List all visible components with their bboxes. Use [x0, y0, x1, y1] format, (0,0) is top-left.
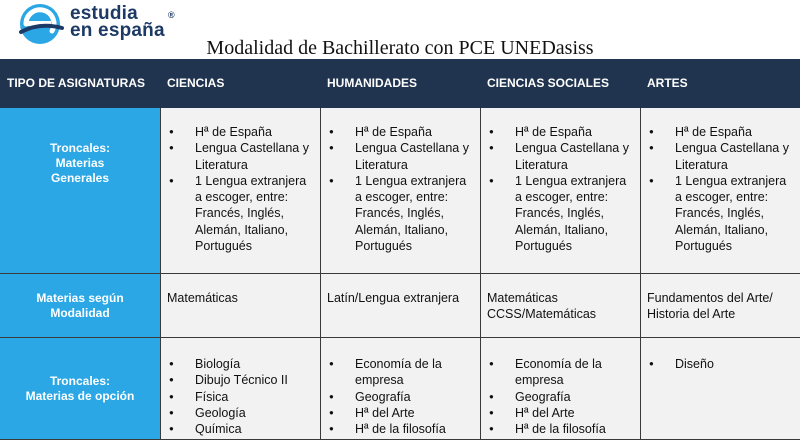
registered-mark: ®: [168, 10, 175, 20]
list-item: ● Hª de España: [169, 124, 316, 140]
list-item: ● Diseño: [649, 356, 796, 372]
subject-list: [641, 338, 800, 372]
row-label-troncales-opcion: [0, 338, 161, 440]
list-item: ● Química: [169, 421, 316, 437]
list-item: ● 1 Lengua extranjera a escoger, entre: Francés, Inglés, Alemán, Italiano, Portugués: [169, 173, 316, 254]
subject-list: [161, 108, 320, 254]
list-item: ● Hª de España: [489, 124, 636, 140]
list-item: ● Geografía: [329, 389, 476, 405]
header-artes: ARTES: [641, 59, 800, 108]
page-title: Modalidad de Bachillerato con PCE UNEDasiss: [206, 37, 594, 59]
list-item: ● Hª de España: [329, 124, 476, 140]
list-item: ● Lengua Castellana y Literatura: [329, 140, 476, 173]
subject-list: [321, 338, 480, 437]
list-item: ● Hª de la filosofía: [329, 421, 476, 437]
cell-artes-generales: [641, 108, 800, 274]
list-item: ● Hª del Arte: [329, 405, 476, 421]
header-ciencias-sociales: CIENCIAS SOCIALES: [481, 59, 641, 108]
cell-humanidades-generales: [321, 108, 481, 274]
row-label-troncales-generales: [0, 108, 161, 274]
subject-list: [481, 108, 640, 254]
cell-artes-opcion: [641, 338, 800, 440]
list-item: ● Hª de la filosofía: [489, 421, 636, 437]
subject-list: [161, 338, 320, 437]
cell-ciencias-opcion: [161, 338, 321, 440]
cell-ciencias-modalidad: Matemáticas: [161, 274, 321, 338]
subject-list: [321, 108, 480, 254]
subjects-table: [0, 59, 800, 440]
list-item: ● Hª del Arte: [489, 405, 636, 421]
header-humanidades: HUMANIDADES: [321, 59, 481, 108]
logo-line-2: en españa: [70, 20, 165, 41]
cell-humanidades-opcion: [321, 338, 481, 440]
cell-ciencias-sociales-opcion: [481, 338, 641, 440]
row-label-line: Materias de opción: [25, 388, 135, 403]
cell-ciencias-sociales-generales: [481, 108, 641, 274]
list-item: ● Hª de España: [649, 124, 796, 140]
list-item: ● 1 Lengua extranjera a escoger, entre: Francés, Inglés, Alemán, Italiano, Portugués: [649, 173, 796, 254]
list-item: ● 1 Lengua extranjera a escoger, entre: Francés, Inglés, Alemán, Italiano, Portugués: [489, 173, 636, 254]
logo-text: [70, 5, 165, 39]
row-label-line: Generales: [50, 171, 110, 185]
row-label-line: Materias según: [36, 290, 124, 305]
list-item: ● Dibujo Técnico II: [169, 372, 316, 388]
row-label-line: Troncales:: [49, 373, 110, 388]
list-item: ● Economía de la empresa: [489, 356, 636, 389]
list-item: ● Lengua Castellana y Literatura: [489, 140, 636, 173]
list-item: ● Lengua Castellana y Literatura: [649, 140, 796, 173]
list-item: ● Economía de la empresa: [329, 356, 476, 389]
subject-list: [641, 108, 800, 254]
list-item: ● Física: [169, 389, 316, 405]
subject-list: [481, 338, 640, 437]
row-label-modalidad: [0, 274, 161, 338]
logo-line-1: estudia: [70, 3, 138, 24]
list-item: ● Geología: [169, 405, 316, 421]
cell-artes-modalidad: Fundamentos del Arte/ Historia del Arte: [641, 274, 800, 338]
list-item: ● Biología: [169, 356, 316, 372]
row-label-line: Modalidad: [50, 305, 110, 320]
list-item: ● Geografía: [489, 389, 636, 405]
list-item: ● Lengua Castellana y Literatura: [169, 140, 316, 173]
cell-ciencias-sociales-modalidad: Matemáticas CCSS/Matemáticas: [481, 274, 641, 338]
row-label-line: Materias: [55, 156, 105, 170]
header-ciencias: CIENCIAS: [161, 59, 321, 108]
row-label-line: Troncales:: [49, 141, 111, 155]
cell-ciencias-generales: [161, 108, 321, 274]
list-item: ● 1 Lengua extranjera a escoger, entre: Francés, Inglés, Alemán, Italiano, Portugués: [329, 173, 476, 254]
header-tipo: TIPO DE ASIGNATURAS: [0, 59, 161, 108]
cell-humanidades-modalidad: Latín/Lengua extranjera: [321, 274, 481, 338]
